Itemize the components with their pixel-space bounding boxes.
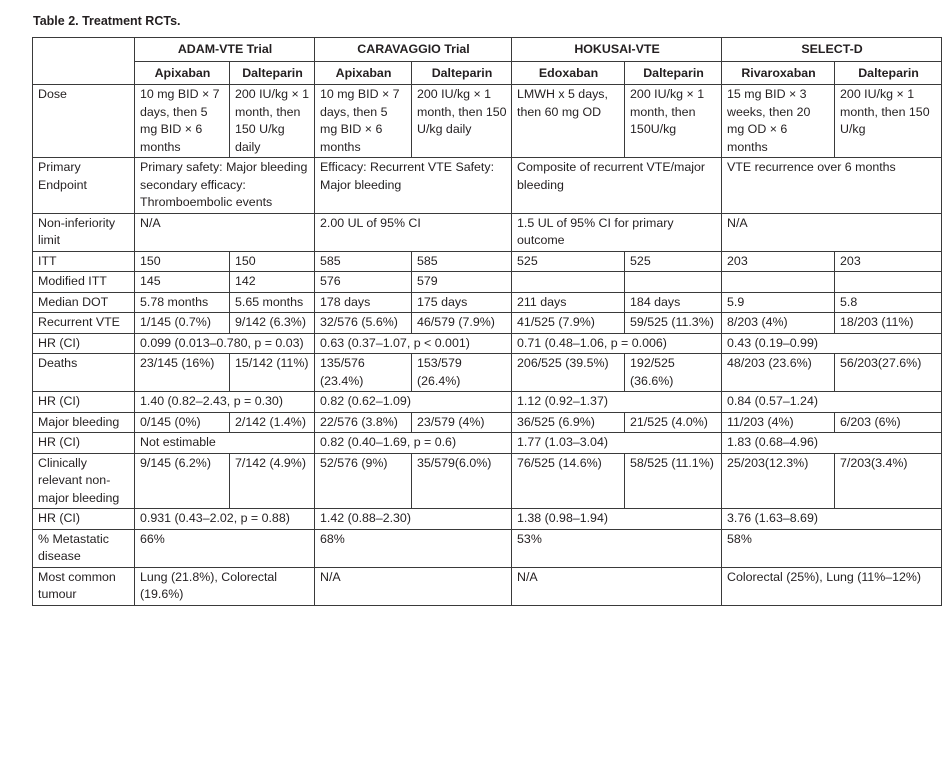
table-row xyxy=(33,453,942,509)
table-cell: Not estimable xyxy=(135,433,315,454)
row-label: Dose xyxy=(33,85,135,158)
table-cell: 8/203 (4%) xyxy=(722,313,835,334)
table-row xyxy=(33,251,942,272)
arm-header: Apixaban xyxy=(315,61,412,85)
table-cell: 18/203 (11%) xyxy=(835,313,942,334)
row-label: Median DOT xyxy=(33,292,135,313)
table-cell: 9/145 (6.2%) xyxy=(135,453,230,509)
table-cell: 7/142 (4.9%) xyxy=(230,453,315,509)
row-label: Deaths xyxy=(33,354,135,392)
table-row xyxy=(33,85,942,158)
table-cell: 200 IU/kg × 1 month, then 150U/kg xyxy=(625,85,722,158)
table-cell: 1.83 (0.68–4.96) xyxy=(722,433,942,454)
row-label: Modified ITT xyxy=(33,272,135,293)
row-label: HR (CI) xyxy=(33,392,135,413)
table-cell: 150 xyxy=(230,251,315,272)
table-cell: 32/576 (5.6%) xyxy=(315,313,412,334)
table-cell: 53% xyxy=(512,529,722,567)
table-row xyxy=(33,392,942,413)
table-cell: 6/203 (6%) xyxy=(835,412,942,433)
table-cell: 35/579(6.0%) xyxy=(412,453,512,509)
table-row xyxy=(33,509,942,530)
table-cell: 206/525 (39.5%) xyxy=(512,354,625,392)
table-cell: 0.84 (0.57–1.24) xyxy=(722,392,942,413)
table-cell: 0.63 (0.37–1.07, p < 0.001) xyxy=(315,333,512,354)
table-cell: Efficacy: Recurrent VTE Safety: Major bleeding xyxy=(315,158,512,214)
table-cell: 1/145 (0.7%) xyxy=(135,313,230,334)
table-cell: LMWH x 5 days, then 60 mg OD xyxy=(512,85,625,158)
table-cell: Colorectal (25%), Lung (11%–12%) xyxy=(722,567,942,605)
row-label: Clinically relevant non-major bleeding xyxy=(33,453,135,509)
table-cell: 211 days xyxy=(512,292,625,313)
row-label: HR (CI) xyxy=(33,333,135,354)
table-cell: Composite of recurrent VTE/major bleeding xyxy=(512,158,722,214)
table-cell: 203 xyxy=(835,251,942,272)
table-row xyxy=(33,412,942,433)
table-cell: 585 xyxy=(412,251,512,272)
table-cell: 7/203(3.4%) xyxy=(835,453,942,509)
table-cell: 0.43 (0.19–0.99) xyxy=(722,333,942,354)
table-cell: 5.65 months xyxy=(230,292,315,313)
arm-header: Rivaroxaban xyxy=(722,61,835,85)
table-row xyxy=(33,333,942,354)
table-cell: 1.12 (0.92–1.37) xyxy=(512,392,722,413)
table-cell: 58/525 (11.1%) xyxy=(625,453,722,509)
table-cell: 150 xyxy=(135,251,230,272)
table-cell: 1.5 UL of 95% CI for primary outcome xyxy=(512,213,722,251)
table-row xyxy=(33,213,942,251)
table-cell: 0.71 (0.48–1.06, p = 0.006) xyxy=(512,333,722,354)
table-cell: 192/525 (36.6%) xyxy=(625,354,722,392)
table-cell: 5.78 months xyxy=(135,292,230,313)
table-cell: 41/525 (7.9%) xyxy=(512,313,625,334)
table-cell: 9/142 (6.3%) xyxy=(230,313,315,334)
table-cell: 36/525 (6.9%) xyxy=(512,412,625,433)
trial-header: ADAM-VTE Trial xyxy=(135,38,315,62)
row-label: Primary Endpoint xyxy=(33,158,135,214)
table-cell: 76/525 (14.6%) xyxy=(512,453,625,509)
arm-header: Apixaban xyxy=(135,61,230,85)
table-cell: 59/525 (11.3%) xyxy=(625,313,722,334)
table-cell: 3.76 (1.63–8.69) xyxy=(722,509,942,530)
table-cell: 579 xyxy=(412,272,512,293)
table-cell: Primary safety: Major bleeding secondary efficacy: Thromboembolic events xyxy=(135,158,315,214)
arm-header-row xyxy=(33,61,942,85)
arm-header: Dalteparin xyxy=(835,61,942,85)
table-cell: 10 mg BID × 7 days, then 5 mg BID × 6 months xyxy=(315,85,412,158)
row-label: Non-inferiority limit xyxy=(33,213,135,251)
table-cell: 200 IU/kg × 1 month, then 150 U/kg daily xyxy=(412,85,512,158)
table-cell: 135/576 (23.4%) xyxy=(315,354,412,392)
table-row xyxy=(33,158,942,214)
trial-header: SELECT-D xyxy=(722,38,942,62)
table-row xyxy=(33,529,942,567)
table-cell xyxy=(835,272,942,293)
table-cell: 184 days xyxy=(625,292,722,313)
table-row xyxy=(33,433,942,454)
table-cell: 11/203 (4%) xyxy=(722,412,835,433)
table-cell: N/A xyxy=(135,213,315,251)
table-cell: 0.931 (0.43–2.02, p = 0.88) xyxy=(135,509,315,530)
table-cell: 21/525 (4.0%) xyxy=(625,412,722,433)
table-cell: 0.82 (0.40–1.69, p = 0.6) xyxy=(315,433,512,454)
table-cell: 525 xyxy=(512,251,625,272)
table-row xyxy=(33,567,942,605)
table-cell: 145 xyxy=(135,272,230,293)
table-cell: 175 days xyxy=(412,292,512,313)
table-cell: 203 xyxy=(722,251,835,272)
row-label: Recurrent VTE xyxy=(33,313,135,334)
table-cell: N/A xyxy=(315,567,512,605)
treatment-rct-table xyxy=(32,37,942,606)
row-label: Major bleeding xyxy=(33,412,135,433)
arm-header: Dalteparin xyxy=(625,61,722,85)
table-cell: 1.77 (1.03–3.04) xyxy=(512,433,722,454)
table-cell: 585 xyxy=(315,251,412,272)
table-cell: 5.9 xyxy=(722,292,835,313)
arm-header: Edoxaban xyxy=(512,61,625,85)
arm-header: Dalteparin xyxy=(412,61,512,85)
trial-header: HOKUSAI-VTE xyxy=(512,38,722,62)
table-cell: 0.82 (0.62–1.09) xyxy=(315,392,512,413)
table-cell: N/A xyxy=(722,213,942,251)
table-cell: 1.40 (0.82–2.43, p = 0.30) xyxy=(135,392,315,413)
table-cell: 1.38 (0.98–1.94) xyxy=(512,509,722,530)
row-label: HR (CI) xyxy=(33,433,135,454)
table-cell: 200 IU/kg × 1 month, then 150 U/kg xyxy=(835,85,942,158)
arm-header: Dalteparin xyxy=(230,61,315,85)
table-cell: 2/142 (1.4%) xyxy=(230,412,315,433)
table-cell: 48/203 (23.6%) xyxy=(722,354,835,392)
row-label: HR (CI) xyxy=(33,509,135,530)
table-cell: 23/579 (4%) xyxy=(412,412,512,433)
table-cell: 66% xyxy=(135,529,315,567)
table-cell: VTE recurrence over 6 months xyxy=(722,158,942,214)
table-cell: 10 mg BID × 7 days, then 5 mg BID × 6 months xyxy=(135,85,230,158)
table-row xyxy=(33,272,942,293)
row-label: % Metastatic disease xyxy=(33,529,135,567)
table-cell: 0.099 (0.013–0.780, p = 0.03) xyxy=(135,333,315,354)
table-cell: 142 xyxy=(230,272,315,293)
table-row xyxy=(33,292,942,313)
table-cell: 68% xyxy=(315,529,512,567)
corner-cell xyxy=(33,38,135,85)
table-cell: 25/203(12.3%) xyxy=(722,453,835,509)
table-cell xyxy=(512,272,625,293)
trial-header-row xyxy=(33,38,942,62)
table-cell: 2.00 UL of 95% CI xyxy=(315,213,512,251)
table-cell: 1.42 (0.88–2.30) xyxy=(315,509,512,530)
table-cell: 15 mg BID × 3 weeks, then 20 mg OD × 6 months xyxy=(722,85,835,158)
table-cell: 58% xyxy=(722,529,942,567)
table-cell: 52/576 (9%) xyxy=(315,453,412,509)
table-cell: 23/145 (16%) xyxy=(135,354,230,392)
row-label: ITT xyxy=(33,251,135,272)
table-cell: 5.8 xyxy=(835,292,942,313)
table-cell: 178 days xyxy=(315,292,412,313)
table-cell: 0/145 (0%) xyxy=(135,412,230,433)
table-cell: Lung (21.8%), Colorectal (19.6%) xyxy=(135,567,315,605)
table-cell xyxy=(625,272,722,293)
table-cell: 576 xyxy=(315,272,412,293)
row-label: Most common tumour xyxy=(33,567,135,605)
trial-header: CARAVAGGIO Trial xyxy=(315,38,512,62)
table-row xyxy=(33,354,942,392)
table-cell: 56/203(27.6%) xyxy=(835,354,942,392)
table-cell: 200 IU/kg × 1 month, then 150 U/kg daily xyxy=(230,85,315,158)
table-cell: 525 xyxy=(625,251,722,272)
table-cell: 46/579 (7.9%) xyxy=(412,313,512,334)
table-cell: N/A xyxy=(512,567,722,605)
table-row xyxy=(33,313,942,334)
table-caption: Table 2. Treatment RCTs. xyxy=(33,14,181,28)
table-cell: 15/142 (11%) xyxy=(230,354,315,392)
table-cell xyxy=(722,272,835,293)
table-cell: 22/576 (3.8%) xyxy=(315,412,412,433)
table-cell: 153/579 (26.4%) xyxy=(412,354,512,392)
